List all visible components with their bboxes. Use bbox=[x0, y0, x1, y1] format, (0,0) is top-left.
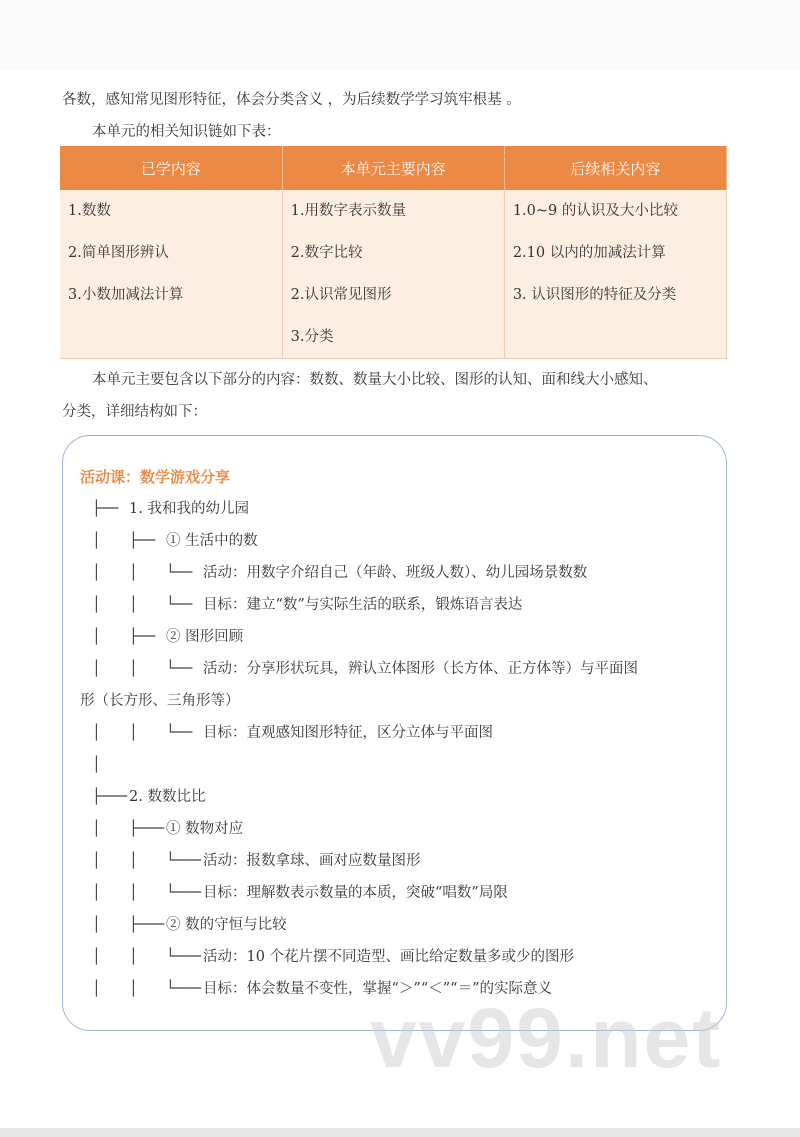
tree-connector: │ bbox=[92, 533, 101, 549]
tree-row-text: 形（长方形、三角形等） bbox=[80, 693, 240, 709]
cell-item: 2.数字比较 bbox=[290, 245, 363, 261]
tree-connector: └── bbox=[166, 725, 193, 741]
tree-connector: └─── bbox=[166, 981, 201, 997]
tree-connector: │ bbox=[129, 949, 138, 965]
tree-connector: │ bbox=[92, 853, 101, 869]
tree-connector: │ bbox=[92, 949, 101, 965]
tree-row-text: 目标：直观感知图形特征，区分立体与平面图 bbox=[203, 725, 493, 741]
tree-connector: │ bbox=[92, 597, 101, 613]
tree-connector: ├─── bbox=[129, 917, 164, 933]
page-bottom-band bbox=[0, 1128, 800, 1137]
paragraph-line: 分类，详细结构如下： bbox=[62, 404, 207, 420]
tree-connector: │ bbox=[92, 821, 101, 837]
cell-item: 3. 认识图形的特征及分类 bbox=[512, 287, 677, 303]
tree-connector: │ bbox=[92, 757, 101, 773]
tree-connector: │ bbox=[92, 885, 101, 901]
tree-row bbox=[92, 717, 493, 749]
tree-row-text: 目标：建立“数”与实际生活的联系，锻炼语言表达 bbox=[203, 597, 523, 613]
tree-connector: │ bbox=[92, 661, 101, 677]
cell-item: 1.用数字表示数量 bbox=[290, 203, 406, 219]
tree-connector: │ bbox=[92, 917, 101, 933]
tree-row-text: ② 图形回顾 bbox=[166, 629, 244, 645]
table-cell bbox=[504, 190, 726, 359]
tree-connector: └── bbox=[166, 565, 193, 581]
tree-connector: ├─── bbox=[129, 821, 164, 837]
paragraph-line: 本单元主要包含以下部分的内容：数数、数量大小比较、图形的认知、面和线大小感知、 bbox=[92, 372, 658, 388]
tree-connector: └─── bbox=[166, 949, 201, 965]
table-cell bbox=[282, 190, 504, 359]
tree-connector: │ bbox=[92, 981, 101, 997]
tree-connector: │ bbox=[129, 661, 138, 677]
tree-row bbox=[92, 813, 243, 845]
cell-item: 2.10 以内的加减法计算 bbox=[512, 245, 666, 261]
tree-connector: │ bbox=[129, 981, 138, 997]
tree-connector: │ bbox=[92, 565, 101, 581]
tree-row bbox=[92, 493, 249, 525]
tree-row-text: 2. 数数比比 bbox=[129, 789, 206, 805]
tree-row bbox=[92, 749, 129, 781]
tree-row-text: 目标：体会数量不变性，掌握“＞”“＜”“＝”的实际意义 bbox=[203, 981, 552, 997]
tree-connector: │ bbox=[92, 725, 101, 741]
table-header: 本单元主要内容 bbox=[282, 146, 504, 190]
tree-row bbox=[92, 653, 638, 685]
tree-row-text: ① 生活中的数 bbox=[166, 533, 258, 549]
tree-connector: ├── bbox=[129, 629, 156, 645]
tree-row bbox=[92, 877, 508, 909]
tree-row bbox=[92, 621, 243, 653]
cell-item: 3.小数加减法计算 bbox=[68, 287, 184, 303]
page-top-band bbox=[0, 0, 800, 70]
tree-row-text: 活动：用数字介绍自己（年龄、班级人数）、幼儿园场景数数 bbox=[203, 565, 588, 581]
cell-item: 2.认识常见图形 bbox=[290, 287, 392, 303]
tree-connector: │ bbox=[129, 885, 138, 901]
tree-connector: │ bbox=[129, 597, 138, 613]
tree-connector: └─── bbox=[166, 853, 201, 869]
tree-row-text: 活动：分享形状玩具，辨认立体图形（长方体、正方体等）与平面图 bbox=[203, 661, 638, 677]
tree-row-text: 1. 我和我的幼儿园 bbox=[129, 501, 249, 517]
cell-item: 1.数数 bbox=[68, 203, 111, 219]
tree-row bbox=[92, 589, 522, 621]
table-header: 已学内容 bbox=[60, 146, 282, 190]
tree-connector: │ bbox=[129, 565, 138, 581]
cell-item: 2.简单图形辨认 bbox=[68, 245, 169, 261]
tree-row bbox=[92, 525, 258, 557]
tree-row bbox=[92, 557, 587, 589]
table-header: 后续相关内容 bbox=[504, 146, 726, 190]
tree-connector: └─── bbox=[166, 885, 201, 901]
tree-row bbox=[92, 845, 421, 877]
cell-item: 3.分类 bbox=[290, 329, 334, 345]
tree-row bbox=[92, 781, 205, 813]
tree-row-text: ② 数的守恒与比较 bbox=[166, 917, 287, 933]
intro-line: 各数，感知常见图形特征，体会分类含义 ，为后续数学学习筑牢根基 。 bbox=[62, 92, 521, 108]
intro-line: 本单元的相关知识链如下表： bbox=[92, 124, 281, 140]
tree-row-text: 活动：报数拿球、画对应数量图形 bbox=[203, 853, 421, 869]
tree-connector: └── bbox=[166, 661, 193, 677]
tree-connector: │ bbox=[129, 725, 138, 741]
table-cell bbox=[60, 190, 282, 359]
tree-row-text: 活动：10 个花片摆不同造型、画比给定数量多或少的图形 bbox=[203, 949, 575, 965]
tree-connector: │ bbox=[129, 853, 138, 869]
table-row bbox=[60, 190, 727, 359]
tree-connector: │ bbox=[92, 629, 101, 645]
watermark: vv99.net bbox=[370, 991, 723, 1085]
tree-connector: └── bbox=[166, 597, 193, 613]
cell-item: 1.0~9 的认识及大小比较 bbox=[512, 203, 678, 219]
tree-row bbox=[92, 941, 574, 973]
tree-row bbox=[92, 909, 287, 941]
tree-row bbox=[80, 685, 240, 717]
tree-connector: ├── bbox=[129, 533, 156, 549]
tree-connector: ├── bbox=[92, 501, 119, 517]
structure-title: 活动课：数学游戏分享 bbox=[80, 468, 231, 486]
tree-row-text: ① 数物对应 bbox=[166, 821, 244, 837]
tree-connector: ├─── bbox=[92, 789, 127, 805]
tree-row-text: 目标：理解数表示数量的本质，突破“唱数”局限 bbox=[203, 885, 508, 901]
knowledge-chain-table bbox=[60, 146, 727, 359]
